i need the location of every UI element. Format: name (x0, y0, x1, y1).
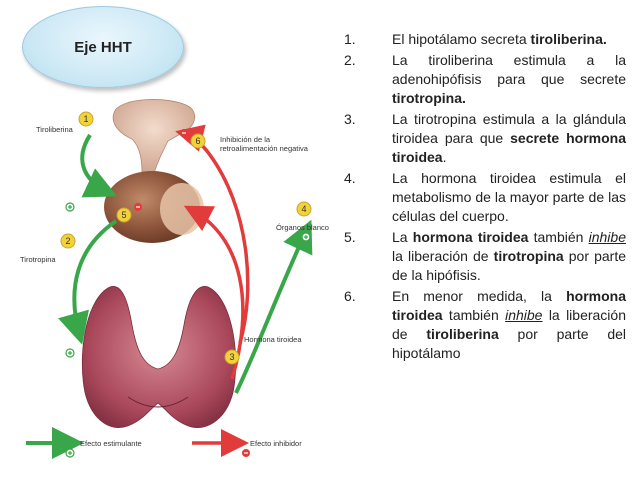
step-text: tiroliberina. (530, 31, 607, 47)
step-text: hormona tiroidea (392, 288, 626, 323)
title-oval (22, 6, 184, 88)
label-tiroliberina: Tiroliberina (36, 125, 73, 134)
label-organos-blanco: Órganos blanco (276, 223, 329, 232)
step-text: tirotropina. (392, 90, 466, 106)
badge-2 (61, 234, 75, 248)
badge-6 (191, 134, 205, 148)
hht-axis-figure (18, 97, 336, 459)
step-text: secrete hormona tiroidea (392, 130, 626, 165)
step-item (344, 110, 626, 167)
step-text: por parte del hipotálamo (392, 326, 626, 361)
slide-title: Eje HHT (74, 38, 132, 56)
step-text: La hormona tiroidea estimula el metabolismo de la mayor parte de las células del cuerpo. (392, 170, 626, 224)
label-efecto-inhibidor: Efecto inhibidor (250, 439, 302, 448)
step-text: La (392, 229, 413, 245)
thyroid-gland-shape (82, 286, 235, 427)
step-number: 1. (344, 31, 356, 47)
badge-5-text: 5 (121, 210, 127, 220)
step-number: 6. (344, 288, 356, 304)
step-text: inhibe (505, 307, 543, 323)
badge-3-text: 3 (229, 352, 235, 362)
step-text: El hipotálamo secreta (392, 31, 531, 47)
label-hormona-tiroidea: Hormona tiroidea (244, 335, 302, 344)
badge-2-text: 2 (65, 236, 71, 246)
badge-1 (79, 112, 93, 126)
badge-3 (225, 350, 239, 364)
step-item (344, 51, 626, 108)
step-number: 3. (344, 111, 356, 127)
step-number: 4. (344, 170, 356, 186)
label-tirotropina: Tirotropina (20, 255, 56, 264)
badge-1-text: 1 (83, 114, 89, 124)
step-number: 2. (344, 52, 356, 68)
step-text: también (442, 307, 506, 323)
step-text: inhibe (588, 229, 626, 245)
label-inhibicion: Inhibición de la retroalimentación negativa (220, 135, 308, 153)
step-item (344, 30, 626, 49)
step-text: La tirotropina estimula a la glándula tiroidea para que (392, 111, 626, 146)
step-text: En menor medida, la (392, 288, 567, 304)
badge-6-text: 6 (195, 136, 201, 146)
badge-4-text: 4 (301, 204, 307, 214)
badge-4 (297, 202, 311, 216)
steps-list (344, 30, 626, 365)
step-text: La tiroliberina estimula a la adenohipófisis para que secrete (392, 52, 626, 87)
step-text: tiroliberina (426, 326, 499, 342)
step-number: 5. (344, 229, 356, 245)
badge-5 (117, 208, 131, 222)
step-text: por parte de la hipófisis. (392, 248, 626, 283)
step-item (344, 287, 626, 363)
step-text: . (442, 149, 447, 165)
step-text: la liberación de (392, 248, 494, 264)
label-efecto-estimulante: Efecto estimulante (80, 439, 142, 448)
step-text: también (528, 229, 589, 245)
step-text: tirotropina (493, 248, 564, 264)
step-item (344, 169, 626, 226)
step-text: hormona tiroidea (412, 229, 529, 245)
arrow-tiroliberina (82, 135, 110, 193)
step-text: la liberación de (392, 307, 626, 342)
step-item (344, 228, 626, 285)
